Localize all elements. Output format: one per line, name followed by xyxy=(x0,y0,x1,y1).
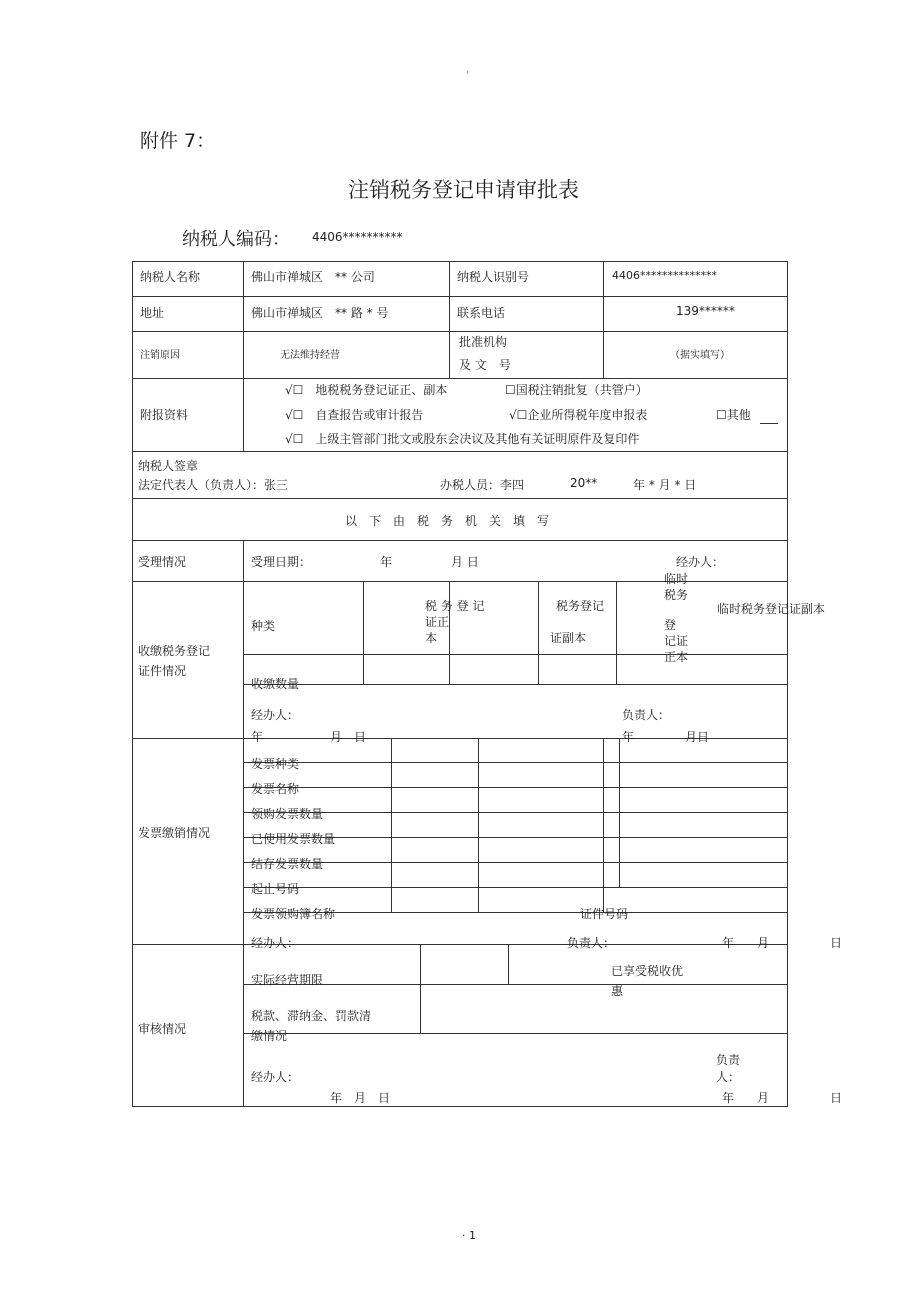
taxpayer-code-value: 4406********** xyxy=(312,230,403,244)
address-value: 佛山市禅城区 ** 路 * 号 xyxy=(251,306,389,320)
cert-col-temp-duplicate: 临时税务登记证副本 xyxy=(717,602,826,616)
cert-col-temp-original-d: 记证 xyxy=(664,634,689,648)
attachment-item-other[interactable]: ☐其他 xyxy=(716,408,751,422)
audit-year: 年 xyxy=(722,1091,735,1105)
audit-responsible-line2: 人： xyxy=(716,1070,741,1084)
certificates-label-line2: 证件情况 xyxy=(138,664,187,678)
cert-col-temp-original-c: 登 xyxy=(664,618,677,632)
invoices-label: 发票缴销情况 xyxy=(138,826,211,840)
legal-representative: 法定代表人（负责人）：张三 xyxy=(138,478,289,492)
approval-value: （据实填写） xyxy=(670,350,730,361)
tax-preference-label-line2: 惠 xyxy=(611,984,624,998)
phone-value: 139****** xyxy=(676,304,735,318)
attachment-number: 附件 7： xyxy=(140,130,216,152)
taxpayer-code-label: 纳税人编码： xyxy=(182,229,290,250)
cert-col-original-b: 证正 xyxy=(425,615,450,629)
invoice-cert-number-label: 证件号码 xyxy=(580,907,629,921)
invoices-year: 年 xyxy=(722,936,735,950)
taxpayer-name-value: 佛山市禅城区 ** 公司 xyxy=(251,270,375,284)
tax-authority-section-banner: 以 下 由 税 务 机 关 填 写 xyxy=(345,514,550,528)
invoice-row-name: 发票名称 xyxy=(251,782,300,796)
page-number: · 1 xyxy=(462,1229,476,1242)
taxpayer-id-value: 4406************** xyxy=(612,269,717,282)
cert-col-original-c: 本 xyxy=(425,631,438,645)
invoice-row-purchased: 领购发票数量 xyxy=(251,807,324,821)
certificates-date-left-year: 年 xyxy=(251,730,264,744)
certificates-date-right-year: 年 xyxy=(622,730,635,744)
attachment-item-local-tax-cert[interactable]: √☐ 地税税务登记证正、副本 xyxy=(285,383,448,397)
taxpayer-seal-label: 纳税人签章 xyxy=(138,459,199,473)
cancel-reason-label: 注销原因 xyxy=(140,350,180,361)
invoices-month: 月 xyxy=(757,936,770,950)
tax-settlement-label-line1: 税款、滞纳金、罚款清 xyxy=(251,1009,372,1023)
signature-date: 年 * 月 * 日 xyxy=(633,478,697,492)
invoices-responsible: 负责人： xyxy=(567,936,616,950)
tax-settlement-label-line2: 缴情况 xyxy=(251,1029,288,1043)
audit-responsible-line1: 负责 xyxy=(716,1053,741,1067)
certificates-handler: 经办人： xyxy=(251,708,300,722)
invoices-day: 日 xyxy=(830,936,843,950)
acceptance-date-label: 受理日期： xyxy=(251,555,312,569)
collected-quantity-label: 收缴数量 xyxy=(251,677,300,691)
tax-preference-label-line1: 已享受税收优 xyxy=(611,964,684,978)
attachment-item-approval-documents[interactable]: √☐ 上级主管部门批文或股东会决议及其他有关证明原件及复印件 xyxy=(285,432,640,446)
tax-officer: 办税人员：李四 xyxy=(440,478,525,492)
page-title: 注销税务登记申请审批表 xyxy=(348,178,579,202)
approval-document-label: 及 文 号 xyxy=(459,358,511,372)
address-label: 地址 xyxy=(140,306,165,320)
certificates-responsible: 负责人： xyxy=(622,708,671,722)
certificates-date-right-md: 月日 xyxy=(685,730,710,744)
attachment-item-income-tax-return[interactable]: √☐企业所得税年度申报表 xyxy=(509,408,648,422)
phone-label: 联系电话 xyxy=(457,306,506,320)
attachment-item-national-tax-approval[interactable]: ☐国税注销批复（共管户） xyxy=(505,383,648,397)
audit-handler: 经办人： xyxy=(251,1070,300,1084)
acceptance-handler: 经办人： xyxy=(676,555,725,569)
invoices-handler: 经办人： xyxy=(251,936,300,950)
attachment-item-self-audit-report[interactable]: √☐ 自查报告或审计报告 xyxy=(285,408,424,422)
certificate-kind-label: 种类 xyxy=(251,619,276,633)
invoice-row-purchase-book: 发票领购簿名称 xyxy=(251,907,336,921)
cert-col-duplicate-b: 证副本 xyxy=(550,631,587,645)
invoice-row-number-range: 起止号码 xyxy=(251,882,300,896)
audit-day: 日 xyxy=(830,1091,843,1105)
acceptance-year: 年 xyxy=(380,555,393,569)
certificates-date-left-md: 月 日 xyxy=(330,730,367,744)
invoice-row-remaining: 结存发票数量 xyxy=(251,857,324,871)
acceptance-month-day: 月 日 xyxy=(451,555,479,569)
acceptance-label: 受理情况 xyxy=(138,555,187,569)
top-mark: ' xyxy=(466,70,469,81)
cancel-reason-value: 无法维持经营 xyxy=(280,350,340,361)
cert-col-duplicate-a: 税务登记 xyxy=(556,599,605,613)
actual-operating-period-label: 实际经营期限 xyxy=(251,973,324,987)
cert-col-temp-original-a: 临时 xyxy=(664,572,689,586)
cert-col-original-a: 税 务 登 记 xyxy=(425,599,485,613)
audit-label: 审核情况 xyxy=(138,1022,187,1036)
signature-year: 20** xyxy=(570,476,598,490)
attachments-label: 附报资料 xyxy=(140,408,189,422)
audit-date-left: 年 月 日 xyxy=(330,1091,391,1105)
audit-month: 月 xyxy=(757,1091,770,1105)
taxpayer-id-label: 纳税人识别号 xyxy=(457,270,530,284)
invoice-row-used: 已使用发票数量 xyxy=(251,832,336,846)
cert-col-temp-original-e: 正本 xyxy=(664,650,689,664)
cert-col-temp-original-b: 税务 xyxy=(664,588,689,602)
invoice-row-type: 发票种类 xyxy=(251,757,300,771)
approval-authority-label: 批准机构 xyxy=(459,335,508,349)
taxpayer-name-label: 纳税人名称 xyxy=(140,270,201,284)
other-blank-line xyxy=(760,423,778,424)
certificates-label-line1: 收缴税务登记 xyxy=(138,644,211,658)
